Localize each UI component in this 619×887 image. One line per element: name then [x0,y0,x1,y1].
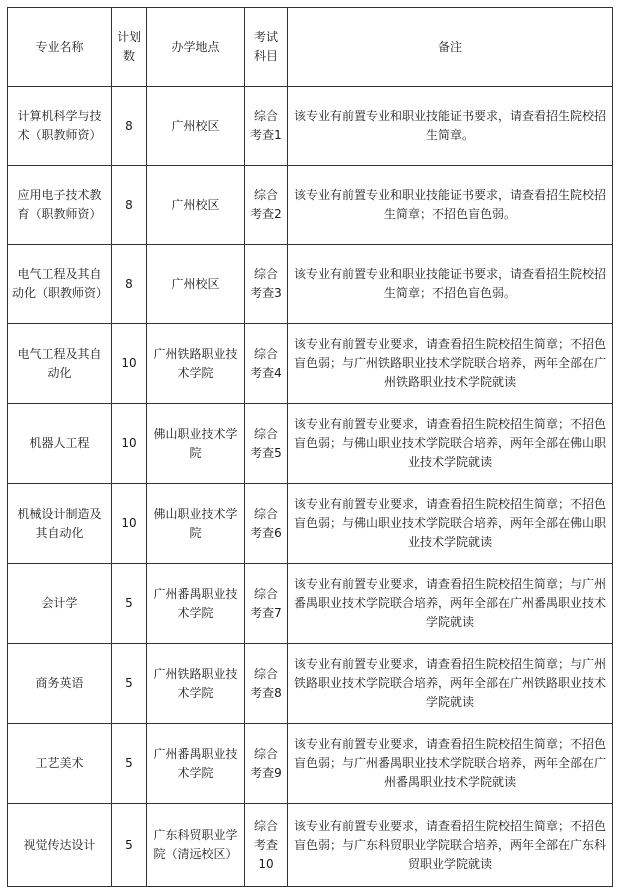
cell-major: 机械设计制造及其自动化 [8,484,112,564]
cell-plan: 10 [112,324,147,404]
cell-exam: 综合考查5 [245,404,288,484]
cell-major: 商务英语 [8,644,112,724]
cell-location: 广州番禺职业技术学院 [147,724,245,804]
header-location: 办学地点 [147,8,245,87]
table-row [8,564,613,644]
cell-plan: 5 [112,804,147,887]
cell-note: 该专业有前置专业要求，请查看招生院校招生简章；与广州铁路职业技术学院联合培养，两年全部在广州铁路职业技术学院就读 [288,644,613,724]
header-row [8,8,613,87]
cell-plan: 8 [112,87,147,166]
header-major: 专业名称 [8,8,112,87]
cell-note: 该专业有前置专业要求，请查看招生院校招生简章；不招色盲色弱；与佛山职业技术学院联合培养，两年全部在佛山职业技术学院就读 [288,404,613,484]
cell-location: 广州校区 [147,87,245,166]
cell-location: 广州铁路职业技术学院 [147,324,245,404]
cell-note: 该专业有前置专业要求，请查看招生院校招生简章；不招色盲色弱；与广州番禺职业技术学院联合培养，两年全部在广州番禺职业技术学院就读 [288,724,613,804]
cell-note: 该专业有前置专业和职业技能证书要求，请查看招生院校招生简章；不招色盲色弱。 [288,245,613,324]
table-row [8,166,613,245]
cell-plan: 5 [112,644,147,724]
cell-note: 该专业有前置专业和职业技能证书要求，请查看招生院校招生简章。 [288,87,613,166]
cell-major: 应用电子技术教育（职教师资） [8,166,112,245]
cell-note: 该专业有前置专业要求，请查看招生院校招生简章；与广州番禺职业技术学院联合培养，两年全部在广州番禺职业技术学院就读 [288,564,613,644]
cell-note: 该专业有前置专业要求，请查看招生院校招生简章；不招色盲色弱；与佛山职业技术学院联合培养，两年全部在佛山职业技术学院就读 [288,484,613,564]
table-row [8,484,613,564]
cell-plan: 10 [112,484,147,564]
admissions-table [7,7,613,887]
cell-location: 广州校区 [147,245,245,324]
cell-major: 电气工程及其自动化（职教师资） [8,245,112,324]
table-row [8,804,613,887]
cell-exam: 综合考查8 [245,644,288,724]
cell-location: 佛山职业技术学院 [147,404,245,484]
cell-exam: 综合考查9 [245,724,288,804]
cell-major: 机器人工程 [8,404,112,484]
cell-exam: 综合考查2 [245,166,288,245]
cell-note: 该专业有前置专业要求，请查看招生院校招生简章；不招色盲色弱；与广东科贸职业学院联合培养，两年全部在广东科贸职业学院就读 [288,804,613,887]
cell-location: 佛山职业技术学院 [147,484,245,564]
cell-plan: 8 [112,245,147,324]
table-row [8,245,613,324]
table-row [8,87,613,166]
cell-plan: 8 [112,166,147,245]
cell-major: 计算机科学与技术（职教师资） [8,87,112,166]
cell-exam: 综合考查7 [245,564,288,644]
cell-location: 广州校区 [147,166,245,245]
cell-exam: 综合考查10 [245,804,288,887]
cell-exam: 综合考查1 [245,87,288,166]
cell-exam: 综合考查4 [245,324,288,404]
cell-major: 电气工程及其自动化 [8,324,112,404]
cell-exam: 综合考查6 [245,484,288,564]
cell-location: 广州铁路职业技术学院 [147,644,245,724]
cell-major: 视觉传达设计 [8,804,112,887]
cell-plan: 5 [112,724,147,804]
cell-note: 该专业有前置专业和职业技能证书要求，请查看招生院校招生简章；不招色盲色弱。 [288,166,613,245]
table-row [8,404,613,484]
table-row [8,324,613,404]
header-note: 备注 [288,8,613,87]
cell-major: 会计学 [8,564,112,644]
table-row [8,724,613,804]
table-row [8,644,613,724]
cell-plan: 5 [112,564,147,644]
cell-major: 工艺美术 [8,724,112,804]
cell-location: 广州番禺职业技术学院 [147,564,245,644]
cell-note: 该专业有前置专业要求，请查看招生院校招生简章；不招色盲色弱；与广州铁路职业技术学院联合培养，两年全部在广州铁路职业技术学院就读 [288,324,613,404]
cell-exam: 综合考查3 [245,245,288,324]
cell-plan: 10 [112,404,147,484]
header-exam: 考试科目 [245,8,288,87]
cell-location: 广东科贸职业学院（清远校区） [147,804,245,887]
header-plan: 计划数 [112,8,147,87]
